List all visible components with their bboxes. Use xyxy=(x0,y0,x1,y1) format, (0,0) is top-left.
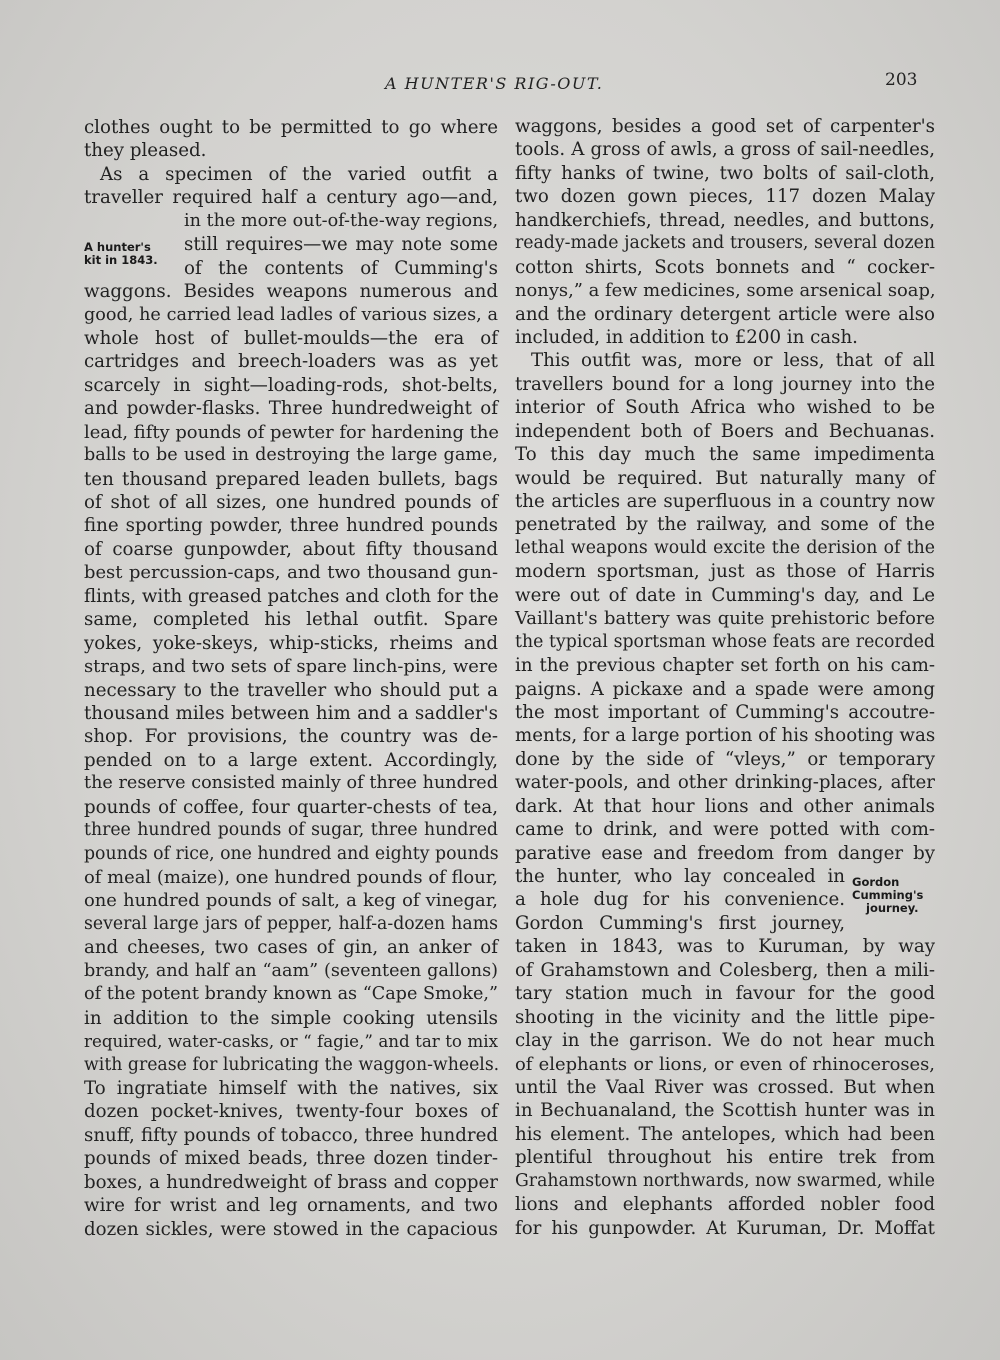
text-line: one hundred pounds of salt, a keg of vinegar, xyxy=(84,890,498,912)
sidenote-line: Cumming's xyxy=(852,888,924,902)
text-line: required, water-casks, or “ fagie,” and tar to mix xyxy=(84,1031,498,1052)
sidenote-line: Gordon xyxy=(852,875,900,889)
text-line: Grahamstown northwards, now swarmed, while xyxy=(515,1170,935,1191)
text-line: penetrated by the railway, and some of the xyxy=(515,514,935,536)
text-line: clothes ought to be permitted to go where xyxy=(84,117,498,138)
text-line: and cheeses, two cases of gin, an anker of xyxy=(84,937,498,959)
text-line: pounds of coffee, four quarter-chests of tea, xyxy=(84,796,498,818)
text-line: As a specimen of the varied outfit a xyxy=(100,163,498,185)
text-line: necessary to the traveller who should put a xyxy=(84,679,498,701)
text-line: fine sporting powder, three hundred pounds xyxy=(84,515,498,537)
text-line: until the Vaal River was crossed. But when xyxy=(515,1076,935,1098)
text-line: lions and elephants afforded nobler food xyxy=(515,1194,935,1216)
text-line: included, in addition to £200 in cash. xyxy=(515,326,858,348)
text-line: a hole dug for his convenience. xyxy=(515,889,845,911)
text-line: the reserve consisted mainly of three hundred xyxy=(84,773,498,794)
text-line: and the ordinary detergent article were also xyxy=(515,303,935,325)
text-line: taken in 1843, was to Kuruman, by way xyxy=(515,936,935,958)
text-line: of shot of all sizes, one hundred pounds of xyxy=(84,492,498,513)
text-line: thousand miles between him and a saddler's xyxy=(84,702,498,724)
text-line: handkerchiefs, thread, needles, and buttons, xyxy=(515,209,935,231)
text-line: same, completed his lethal outfit. Spare xyxy=(84,609,498,631)
text-line: waggons, besides a good set of carpenter's xyxy=(515,116,935,137)
sidenote-line: journey. xyxy=(866,901,919,915)
text-line: best percussion-caps, and two thousand gun- xyxy=(84,562,498,584)
left-column xyxy=(84,116,498,1241)
text-line: would be required. But naturally many of xyxy=(515,467,935,489)
text-line: independent both of Boers and Bechuanas. xyxy=(515,420,935,442)
text-line: Gordon Cumming's first journey, xyxy=(515,912,845,934)
text-line: done by the side of “vleys,” or temporary xyxy=(515,748,935,770)
text-line: the typical sportsman whose feats are recorded xyxy=(515,631,935,652)
text-line: This outfit was, more or less, that of all xyxy=(531,350,935,372)
text-line: the hunter, who lay concealed in xyxy=(515,866,845,887)
text-line: clay in the garrison. We do not hear much xyxy=(515,1030,935,1052)
text-line: scarcely in sight—loading-rods, shot-belts, xyxy=(84,374,498,396)
text-line: the most important of Cumming's accoutre- xyxy=(515,701,935,723)
text-line: of coarse gunpowder, about fifty thousand xyxy=(84,538,498,560)
text-line: in the more out-of-the-way regions, xyxy=(184,210,499,231)
text-line: interior of South Africa who wished to be xyxy=(515,397,935,419)
text-line: yokes, yoke-skeys, whip-sticks, rheims and xyxy=(84,632,498,654)
text-line: lethal weapons would excite the derision of the xyxy=(515,537,935,558)
right-column xyxy=(515,115,935,1240)
text-line: ready-made jackets and trousers, several dozen xyxy=(515,233,935,254)
text-line: two dozen gown pieces, 117 dozen Malay xyxy=(515,186,935,208)
text-line: straps, and two sets of spare linch-pins, were xyxy=(84,656,498,678)
text-line: his element. The antelopes, which had been xyxy=(515,1123,935,1145)
text-line: in Bechuanaland, the Scottish hunter was in xyxy=(515,1100,935,1122)
text-line: snuff, fifty pounds of tobacco, three hundred xyxy=(84,1124,498,1146)
text-line: the articles are superfluous in a country now xyxy=(515,491,935,512)
text-line: water-pools, and other drinking-places, after xyxy=(515,772,935,794)
text-line: modern sportsman, just as those of Harris xyxy=(515,561,935,583)
text-line: three hundred pounds of sugar, three hundred xyxy=(84,820,498,841)
text-line: were out of date in Cumming's day, and Le xyxy=(515,584,935,606)
text-line: ten thousand prepared leaden bullets, bags xyxy=(84,468,498,490)
text-line: tary station much in favour for the good xyxy=(515,983,935,1005)
text-line: pounds of rice, one hundred and eighty pounds xyxy=(84,843,499,864)
text-line: cartridges and breech-loaders was as yet xyxy=(84,351,498,373)
text-line: with grease for lubricating the waggon-wheels. xyxy=(84,1054,500,1075)
text-line: fifty hanks of twine, two bolts of sail-cloth, xyxy=(515,162,935,184)
text-line: for his gunpowder. At Kuruman, Dr. Moffat xyxy=(515,1217,935,1239)
text-line: pounds of mixed beads, three dozen tinder- xyxy=(84,1148,498,1170)
text-line: several large jars of pepper, half-a-dozen hams xyxy=(84,913,498,934)
text-line: To ingratiate himself with the natives, six xyxy=(84,1077,498,1099)
text-line: dark. At that hour lions and other animals xyxy=(515,795,935,817)
text-line: still requires—we may note some xyxy=(184,234,498,256)
text-line: dozen pocket-knives, twenty-four boxes of xyxy=(84,1101,498,1123)
text-line: shop. For provisions, the country was de- xyxy=(84,726,498,748)
text-line: plentiful throughout his entire trek from xyxy=(515,1147,935,1169)
text-line: came to drink, and were potted with com- xyxy=(515,819,935,841)
text-line: in addition to the simple cooking utensils xyxy=(84,1007,498,1029)
text-line: in the previous chapter set forth on his cam- xyxy=(515,655,935,677)
page-header xyxy=(0,70,1000,100)
text-line: balls to be used in destroying the large game, xyxy=(84,445,498,466)
text-line: paigns. A pickaxe and a spade were among xyxy=(515,678,935,700)
text-line: of meal (maize), one hundred pounds of flour, xyxy=(84,867,498,888)
text-line: of the potent brandy known as “Cape Smoke,” xyxy=(84,984,498,1005)
text-line: nonys,” a few medicines, some arsenical soap, xyxy=(515,280,936,302)
text-line: traveller required half a century ago—and, xyxy=(84,187,498,209)
text-line: they pleased. xyxy=(84,140,207,162)
running-title: A HUNTER'S RIG-OUT. xyxy=(385,74,604,93)
text-line: boxes, a hundredweight of brass and copper xyxy=(84,1171,498,1193)
text-line: wire for wrist and leg ornaments, and two xyxy=(84,1195,498,1217)
text-line: and powder-flasks. Three hundredweight of xyxy=(84,398,498,420)
text-line: waggons. Besides weapons numerous and xyxy=(84,281,498,303)
sidenote-line: A hunter's xyxy=(84,240,151,254)
text-line: To this day much the same impedimenta xyxy=(515,444,935,466)
text-line: of the contents of Cumming's xyxy=(184,257,498,279)
text-line: lead, fifty pounds of pewter for hardening the xyxy=(84,421,499,443)
text-line: parative ease and freedom from danger by xyxy=(515,842,935,864)
text-line: whole host of bullet-moulds—the era of xyxy=(84,327,498,349)
text-line: good, he carried lead ladles of various sizes, a xyxy=(84,304,498,325)
text-line: shooting in the vicinity and the little pipe- xyxy=(515,1006,935,1028)
text-line: cotton shirts, Scots bonnets and “ cocker- xyxy=(515,256,935,278)
text-line: Vaillant's battery was quite prehistoric before xyxy=(515,608,935,630)
sidenote-line: kit in 1843. xyxy=(84,253,158,267)
page-number: 203 xyxy=(885,70,918,90)
text-line: dozen sickles, were stowed in the capacious xyxy=(84,1218,498,1240)
text-line: tools. A gross of awls, a gross of sail-needles, xyxy=(515,139,935,161)
text-line: of elephants or lions, or even of rhinoceroses, xyxy=(515,1053,935,1075)
text-line: of Grahamstown and Colesberg, then a mili- xyxy=(515,959,935,981)
text-line: pended on to a large extent. Accordingly, xyxy=(84,749,498,771)
text-line: travellers bound for a long journey into the xyxy=(515,373,935,395)
text-line: brandy, and half an “aam” (seventeen gallons) xyxy=(84,960,498,981)
text-line: flints, with greased patches and cloth for the xyxy=(84,585,499,607)
text-line: ments, for a large portion of his shooting was xyxy=(515,725,936,747)
